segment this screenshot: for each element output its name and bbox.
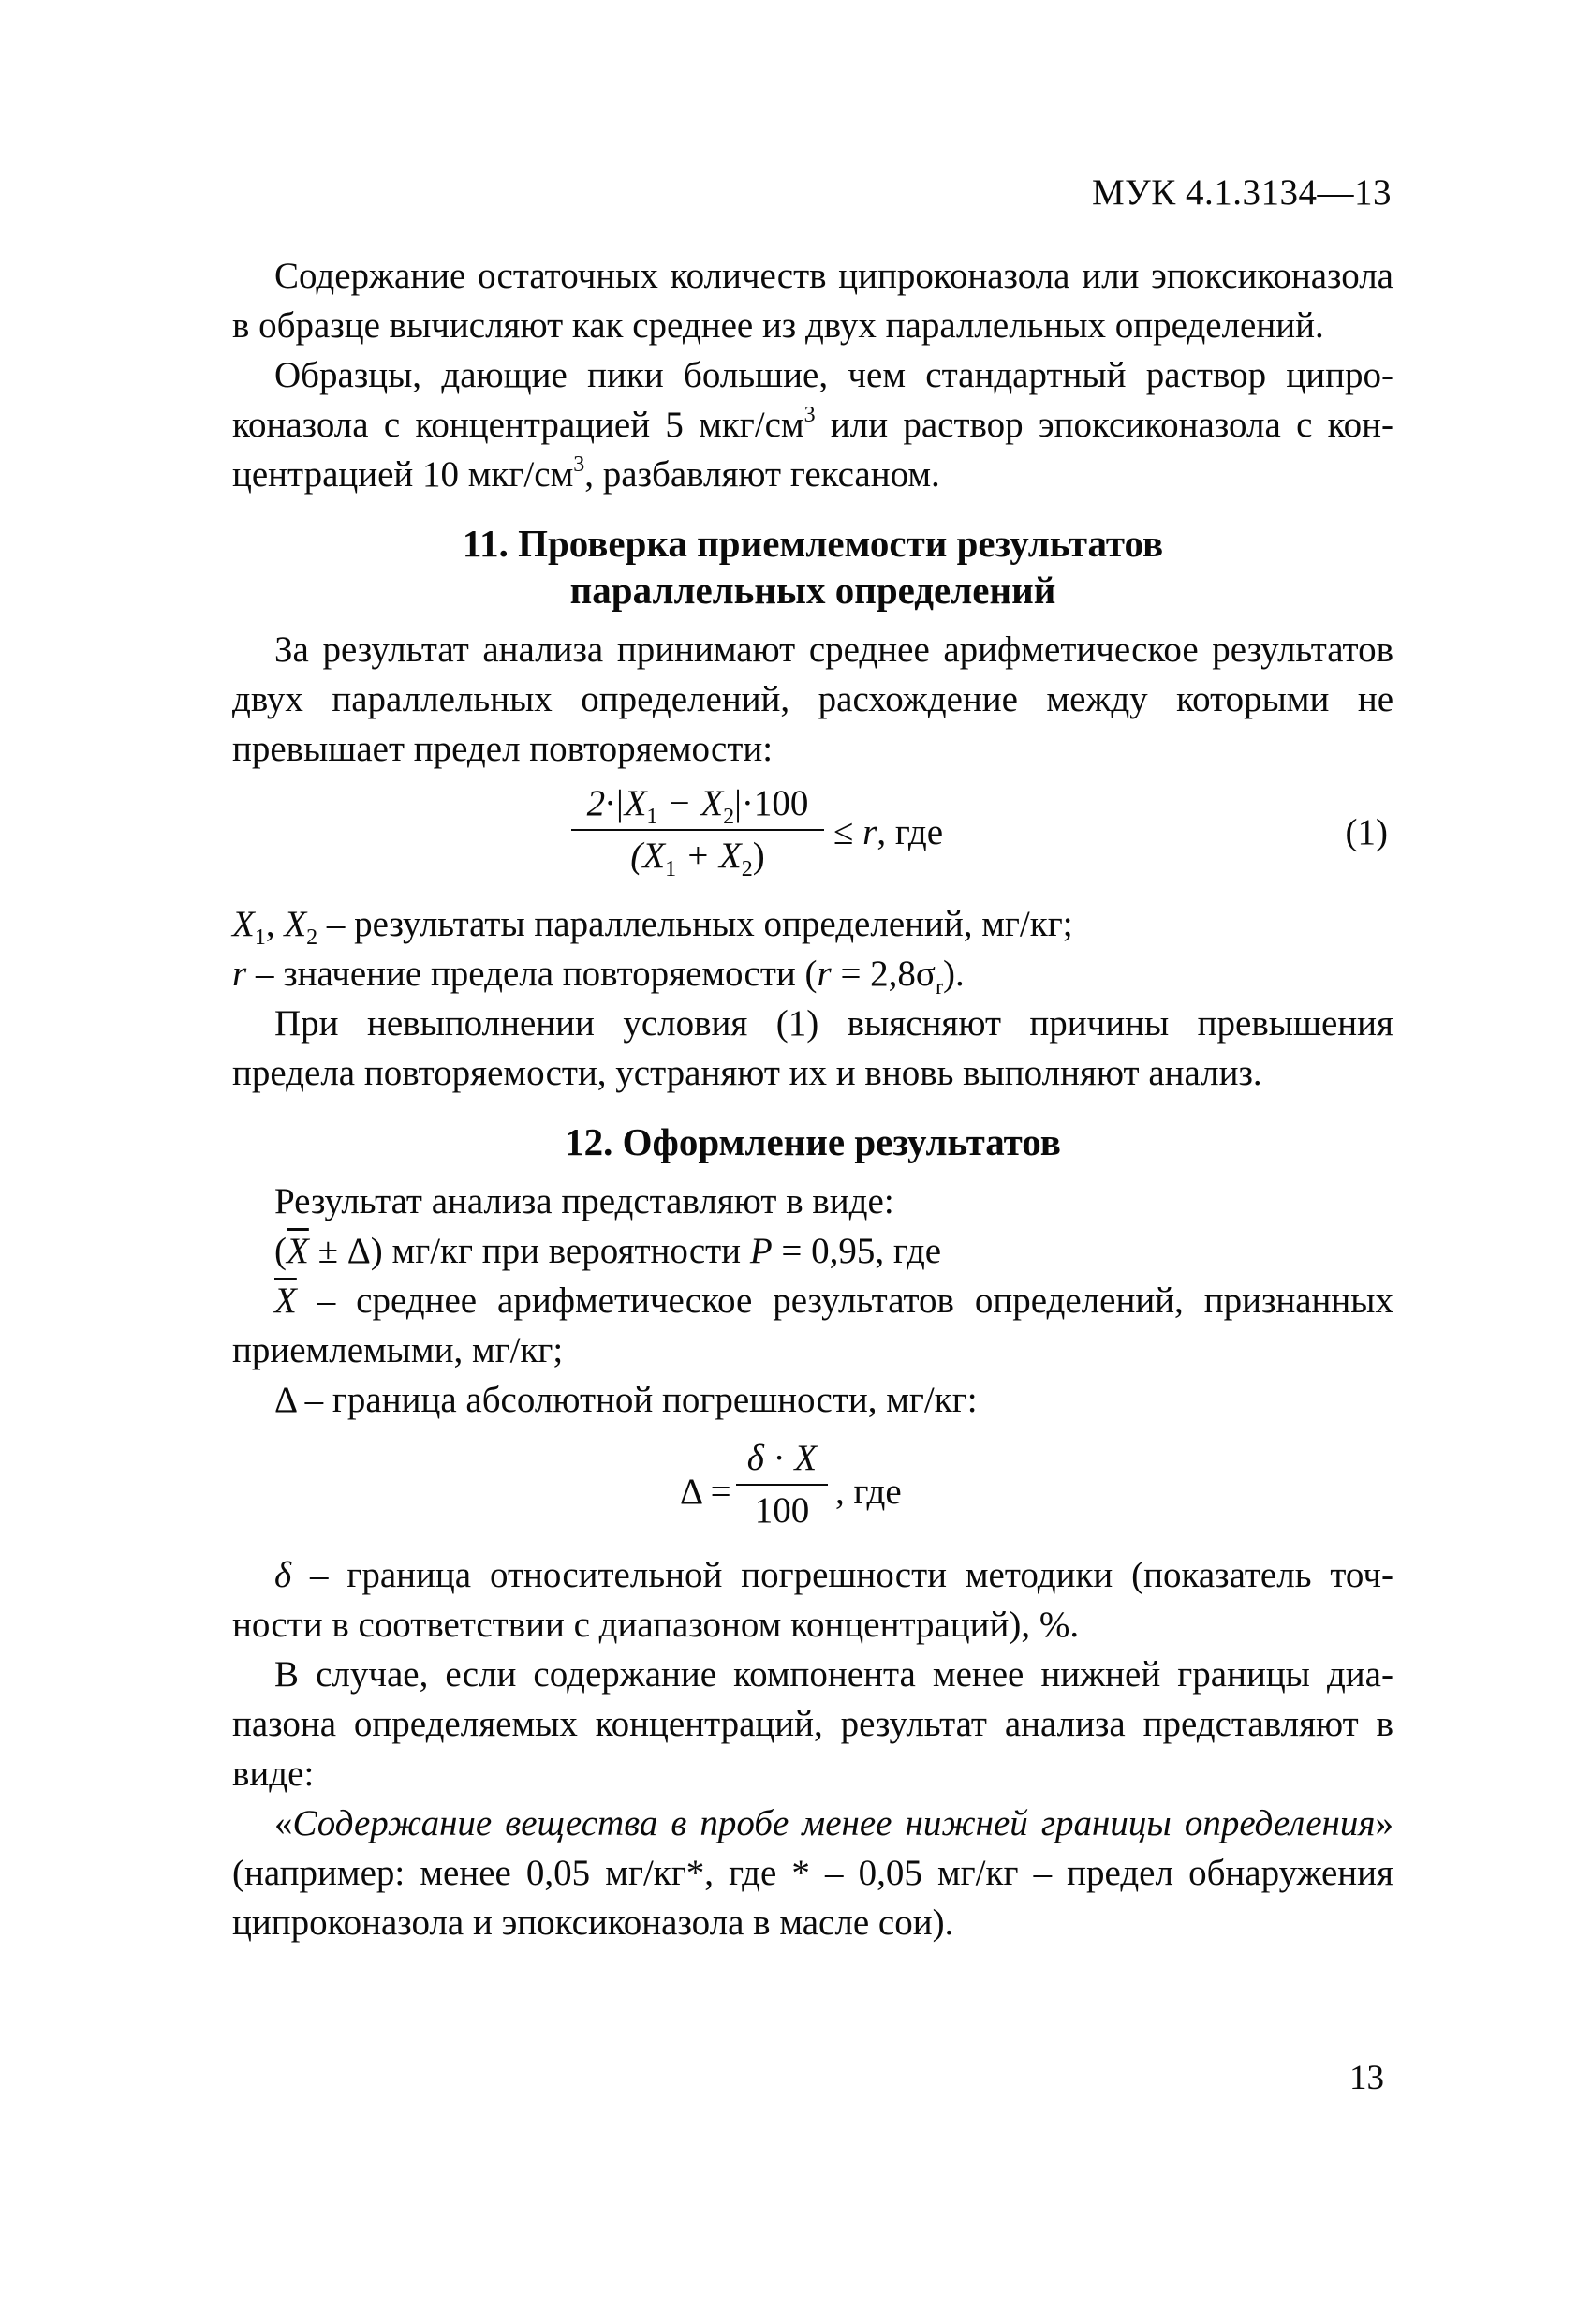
intro-p2-text-a: Образцы, дающие пики большие, чем стандартный раствор ципроконазола с концентрацией 5 мкг/см xyxy=(232,355,1393,445)
f1-num-b: − X xyxy=(657,783,724,823)
s12-p7-b: » (например: менее 0,05 мг/кг*, где * – 0,05 мг/кг – предел обнаружения ципроконазола и эпоксиконазола в масле сои). xyxy=(232,1803,1393,1943)
f1-den-c: ) xyxy=(752,836,765,876)
formula-2 xyxy=(232,1432,1393,1543)
f1-rhs-op: ≤ xyxy=(833,812,863,852)
section-12-paragraph-5 xyxy=(232,1550,1393,1650)
formula-1-denominator xyxy=(571,834,824,879)
intro-p2-sup-2: 3 xyxy=(573,452,585,477)
s12-p2-a: ( xyxy=(274,1231,287,1271)
def-x2-sub: 2 xyxy=(306,925,318,950)
s12-p5-text: – граница относительной погрешности методики (показатель точности в соответствии с диапазоном концентраций), %. xyxy=(232,1555,1393,1645)
f2-num-delta: δ xyxy=(746,1438,764,1478)
def-x1-sub: 1 xyxy=(254,925,266,950)
section-12-paragraph-6: В случае, если содержание компонента менее нижней границы диапазона определяемых концентраций, результат анализа представляют в виде: xyxy=(232,1654,1393,1794)
s12-p7-a: « xyxy=(274,1803,293,1843)
formula-2-lhs: Δ = xyxy=(680,1472,731,1512)
f2-num-x: X xyxy=(794,1438,818,1478)
section-12-paragraph-2 xyxy=(232,1226,1393,1276)
f1-den-b: + X xyxy=(676,836,742,876)
definition-r xyxy=(232,949,1393,999)
def-x-text: – результаты параллельных определений, мг/кг; xyxy=(317,904,1073,944)
section-12-paragraph-7 xyxy=(232,1799,1393,1947)
s12-p7-italic: Содержание вещества в пробе менее нижней границы определения xyxy=(292,1803,1376,1843)
formula-2-fraction xyxy=(736,1436,828,1533)
s12-p2-c: = 0,95, где xyxy=(772,1231,942,1271)
f1-rhs-text: , где xyxy=(877,812,944,852)
def-x2: X xyxy=(284,904,307,944)
formula-2-rhs: , где xyxy=(835,1472,902,1512)
formula-2-denominator: 100 xyxy=(754,1490,810,1531)
def-sep: , xyxy=(265,904,285,944)
s12-p5-delta: δ xyxy=(274,1555,292,1595)
def-r-var: r xyxy=(232,954,247,994)
formula-1-numerator xyxy=(571,781,824,829)
def-x1: X xyxy=(232,904,255,944)
intro-paragraph-2 xyxy=(232,350,1393,499)
section-12-paragraph-4: Δ – граница абсолютной погрешности, мг/кг: xyxy=(274,1380,978,1420)
formula-1-fraction xyxy=(571,781,824,879)
section-12-paragraph-3 xyxy=(232,1276,1393,1375)
formula-2-fraction-bar xyxy=(736,1484,828,1486)
formula-1-rhs xyxy=(833,807,943,857)
f1-num-c: |·100 xyxy=(734,783,809,823)
s12-p2-xbar: $\overline{X}$ xyxy=(287,1231,309,1271)
page-number: 13 xyxy=(1349,2059,1384,2097)
def-r-sub: r xyxy=(935,974,943,999)
definition-x1-x2 xyxy=(232,899,1393,949)
document-code-header: МУК 4.1.3134—13 xyxy=(1091,172,1392,213)
section-11-paragraph-1: За результат анализа принимают среднее арифметическое результатов двух параллельных определений, расхождение между которыми не превышает предел повторяемости: xyxy=(232,629,1393,769)
s12-p3-xbar: $\overline{X}$ xyxy=(274,1280,297,1321)
formula-1-number: (1) xyxy=(1345,812,1388,852)
f1-num-a: 2·|X xyxy=(586,783,647,823)
s12-p2-b: ± Δ) мг/кг при вероятности xyxy=(308,1231,750,1271)
formula-1 xyxy=(232,779,1393,894)
s12-p3-text: – среднее арифметическое результатов определений, признанных приемлемыми, мг/кг; xyxy=(232,1280,1393,1370)
section-12-heading: 12. Оформление результатов xyxy=(565,1120,1061,1163)
intro-p2-sup-1: 3 xyxy=(803,403,816,427)
section-12-paragraph-1: Результат анализа представляют в виде: xyxy=(274,1181,894,1221)
f1-num-sub-2: 2 xyxy=(723,804,735,829)
section-11-paragraph-2: При невыполнении условия (1) выясняют причины превышения предела повторяемости, устраняют их и вновь выполняют анализ. xyxy=(232,1003,1393,1093)
def-r-var2: r xyxy=(817,954,832,994)
f1-den-a: (X xyxy=(630,836,666,876)
intro-paragraph-1: Содержание остаточных количеств ципроконазола или эпоксиконазола в образце вычисляют как среднее из двух параллельных определений. xyxy=(232,256,1393,346)
section-11-heading xyxy=(232,520,1393,614)
f1-num-sub-1: 1 xyxy=(646,804,658,829)
f1-den-sub-2: 2 xyxy=(741,856,753,881)
formula-1-fraction-bar xyxy=(571,829,824,831)
page-content xyxy=(232,251,1393,1947)
intro-p2-text-c: , разбавляют гексаном. xyxy=(584,454,940,495)
formula-2-numerator xyxy=(736,1436,828,1481)
def-r-end: ). xyxy=(942,954,965,994)
s12-p2-p: P xyxy=(749,1231,773,1271)
def-r-text: – значение предела повторяемости ( xyxy=(246,954,818,994)
section-11-title-line-1: 11. Проверка приемлемости результатов xyxy=(462,522,1164,565)
intro-p2-text-b: или раствор эпоксиконазола с концентрацией 10 мкг/см xyxy=(232,405,1393,495)
def-r-eq: = 2,8σ xyxy=(831,954,936,994)
f1-den-sub-1: 1 xyxy=(665,856,677,881)
f2-num-dot: · xyxy=(763,1438,795,1478)
section-11-title-line-2: параллельных определений xyxy=(569,569,1056,612)
f1-rhs-var: r xyxy=(862,812,877,852)
